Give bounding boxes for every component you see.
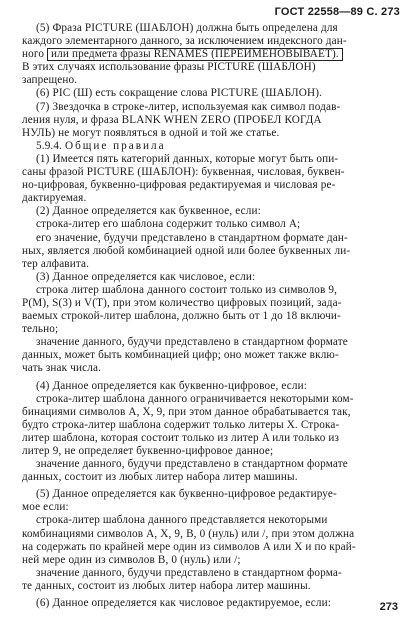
- section-number: 5.9.4.: [36, 139, 63, 152]
- text-line: данных, может быть комбинацией цифр; оно может также вклю-: [22, 349, 339, 362]
- text-line: ваемых строкой-литер шаблона, должно быть от 1 до 18 включи-: [22, 310, 341, 323]
- text-line: дактируемая.: [22, 192, 87, 205]
- text-line: чать знак числа.: [22, 362, 102, 375]
- text-line: строка-литер шаблона данного ограничивается некоторыми ком-: [36, 392, 354, 405]
- text-line: запрещено.: [22, 74, 78, 87]
- text-line: В этих случаях использование фразы PICTURE (ШАБЛОН): [22, 61, 316, 74]
- text-line: на содержать по крайней мере один из символов A или X и по край-: [22, 540, 356, 553]
- text-line: литер 9, не определяет буквенно-цифровое данное;: [22, 445, 274, 457]
- text-line: тельно;: [22, 323, 59, 336]
- boxed-phrase: или предмета фразы RENAMES (ПЕРЕИМЕНОВЫВАЕТ).: [47, 48, 343, 61]
- text-line: (1) Имеется пять категорий данных, которые могут быть опи-: [36, 152, 339, 165]
- text-line: данных, состоит из любых литер набора литер машины.: [22, 471, 298, 484]
- text-line: [22, 48, 408, 61]
- text-line: строка литер шаблона данного состоит только из символов 9,: [36, 283, 338, 296]
- text-line: (5) Данное определяется как буквенно-цифровое редактируе-: [36, 488, 337, 501]
- section-heading: [22, 140, 408, 153]
- text-line: литер шаблона, которая состоит только из литер A или только из: [22, 431, 340, 444]
- text-line: строка-литер шаблона данного представляется некоторыми: [36, 514, 328, 527]
- text-line: строка-литер его шаблона содержит только символ A;: [36, 218, 301, 231]
- text-line: ных, является любой комбинацией одной или более буквенных ли-: [22, 244, 351, 257]
- text-line: (6) PIC (Ш) есть сокращение слова PICTURE (ШАБЛОН).: [36, 87, 323, 100]
- text-line: его значение, будучи представлено в стандартном формате дан-: [36, 231, 348, 244]
- running-header: ГОСТ 22558—89 С. 273: [274, 6, 400, 18]
- text-line: значение данного, будучи представлено в стандартном формате: [36, 336, 348, 349]
- text-line: те данных, состоит из любых литер набора литер машины.: [22, 579, 311, 592]
- text-line: НУЛЬ) не могут появляться в одной и той же статье.: [22, 126, 280, 139]
- text-line: саны фразой PICTURE (ШАБЛОН): буквенная, числовая, буквен-: [22, 166, 345, 179]
- text-line: мое если:: [22, 501, 69, 514]
- text-line: (4) Данное определяется как буквенно-цифровое, если:: [36, 379, 308, 392]
- page-number: 273: [379, 601, 398, 613]
- text-line: (6) Данное определяется как числовое редактируемое, если:: [36, 597, 331, 610]
- text-line: ления нуля, и фраза BLANK WHEN ZERO (ПРОБЕЛ КОГДА: [22, 113, 322, 126]
- text-line: бинациями символов A, X, 9, при этом данное обрабатывается так,: [22, 405, 351, 418]
- text-line: (5) Фраза PICTURE (ШАБЛОН) должна быть определена для: [36, 22, 338, 34]
- text-line: (7) Звездочка в строке-литер, используемая как символ подав-: [36, 100, 341, 113]
- text-line: комбинациями символов A, X, 9, B, 0 (нуль) или /, при этом должна: [22, 527, 355, 540]
- text-line: (3) Данное определяется как числовое, если:: [36, 270, 256, 283]
- text-line: P(M), S(3) и V(T), при этом количество цифровых позиций, зада-: [22, 296, 342, 309]
- text-line: каждого элементарного данного, за исключением индексного дан-: [22, 35, 347, 48]
- section-title: Общие правила: [65, 139, 166, 152]
- text-line: значение данного, будучи представлено в стандартном формате: [36, 458, 348, 471]
- text-line: (2) Данное определяется как буквенное, если:: [36, 205, 261, 218]
- text-fragment: ного: [22, 48, 45, 61]
- text-line: значение данного, будучи представлено в стандартном форма-: [36, 566, 342, 579]
- text-line: будто строка-литер шаблона содержит только литеры X. Строка-: [22, 418, 340, 431]
- body-text: [22, 22, 408, 610]
- text-line: тер алфавита.: [22, 257, 90, 270]
- text-line: ней мере один из символов B, 0 (нуль) или /;: [22, 553, 241, 566]
- text-line: но-цифровая, буквенно-цифровая редактируемая и числовая ре-: [22, 179, 336, 192]
